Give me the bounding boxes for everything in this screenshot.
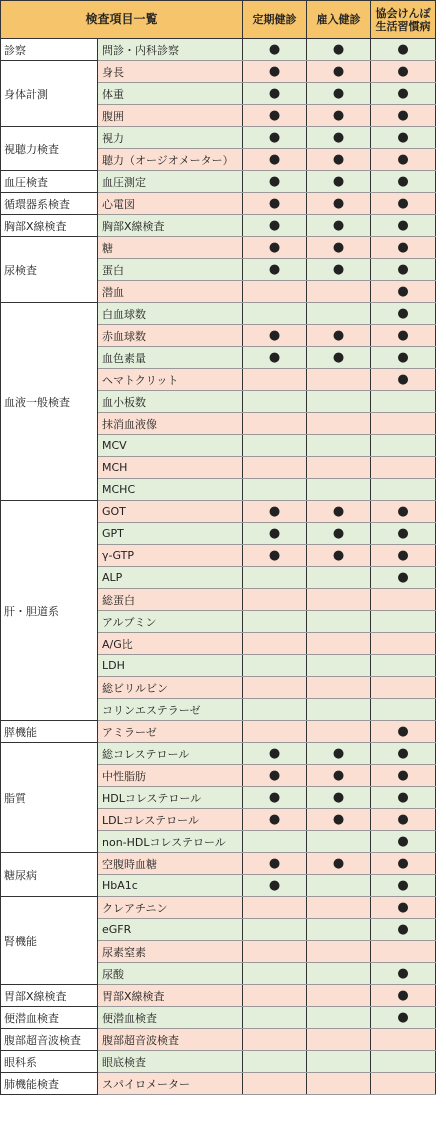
inclusion-mark-cell: ● <box>243 809 307 831</box>
exam-item-name: 血小板数 <box>98 391 243 413</box>
table-row <box>1 743 436 765</box>
exam-item-name: スパイロメーター <box>98 1073 243 1095</box>
inclusion-mark-cell: ● <box>307 215 371 237</box>
exam-item-name: 糖 <box>98 237 243 259</box>
category-cell: 循環器系検査 <box>1 193 98 215</box>
inclusion-mark-cell <box>371 413 436 435</box>
inclusion-mark-cell <box>307 567 371 589</box>
exam-item-name: 腹囲 <box>98 105 243 127</box>
inclusion-mark-cell: ● <box>307 127 371 149</box>
exam-item-name: 総ビリルビン <box>98 677 243 699</box>
category-cell: 尿検査 <box>1 237 98 303</box>
exam-item-name: MCHC <box>98 479 243 501</box>
category-cell: 肺機能検査 <box>1 1073 98 1095</box>
inclusion-mark-cell: ● <box>243 743 307 765</box>
inclusion-mark-cell: ● <box>371 171 436 193</box>
inclusion-mark-cell: ● <box>371 721 436 743</box>
exam-item-name: 胸部X線検査 <box>98 215 243 237</box>
inclusion-mark-cell <box>307 479 371 501</box>
category-cell: 血液一般検査 <box>1 303 98 501</box>
inclusion-mark-cell <box>371 391 436 413</box>
table-row <box>1 171 436 193</box>
inclusion-mark-cell <box>243 897 307 919</box>
inclusion-mark-cell: ● <box>243 523 307 545</box>
inclusion-mark-cell: ● <box>243 171 307 193</box>
inclusion-mark-cell <box>243 985 307 1007</box>
exam-item-name: LDLコレステロール <box>98 809 243 831</box>
inclusion-mark-cell: ● <box>371 303 436 325</box>
inclusion-mark-cell <box>243 413 307 435</box>
inclusion-mark-cell: ● <box>307 193 371 215</box>
inclusion-mark-cell: ● <box>243 39 307 61</box>
exam-item-name: 総蛋白 <box>98 589 243 611</box>
inclusion-mark-cell <box>307 413 371 435</box>
inclusion-mark-cell: ● <box>243 545 307 567</box>
inclusion-mark-cell: ● <box>371 369 436 391</box>
table-row <box>1 501 436 523</box>
inclusion-mark-cell <box>371 655 436 677</box>
inclusion-mark-cell <box>371 677 436 699</box>
inclusion-mark-cell: ● <box>371 61 436 83</box>
inclusion-mark-cell: ● <box>371 1007 436 1029</box>
inclusion-mark-cell <box>243 391 307 413</box>
exam-item-name: 白血球数 <box>98 303 243 325</box>
inclusion-mark-cell: ● <box>307 853 371 875</box>
inclusion-mark-cell: ● <box>307 743 371 765</box>
inclusion-mark-cell: ● <box>243 853 307 875</box>
exam-item-name: 蛋白 <box>98 259 243 281</box>
inclusion-mark-cell <box>243 435 307 457</box>
inclusion-mark-cell: ● <box>371 347 436 369</box>
inclusion-mark-cell <box>307 721 371 743</box>
inclusion-mark-cell: ● <box>307 39 371 61</box>
exam-item-name: クレアチニン <box>98 897 243 919</box>
inclusion-mark-cell <box>243 677 307 699</box>
inclusion-mark-cell: ● <box>371 831 436 853</box>
inclusion-mark-cell: ● <box>307 501 371 523</box>
inclusion-mark-cell: ● <box>371 545 436 567</box>
inclusion-mark-cell <box>243 699 307 721</box>
inclusion-mark-cell <box>371 479 436 501</box>
exam-item-name: GPT <box>98 523 243 545</box>
exam-item-name: A/G比 <box>98 633 243 655</box>
exam-item-name: 抹消血液像 <box>98 413 243 435</box>
inclusion-mark-cell <box>243 457 307 479</box>
inclusion-mark-cell <box>371 1051 436 1073</box>
inclusion-mark-cell: ● <box>371 963 436 985</box>
category-cell: 眼科系 <box>1 1051 98 1073</box>
inclusion-mark-cell <box>307 1051 371 1073</box>
category-cell: 糖尿病 <box>1 853 98 897</box>
inclusion-mark-cell: ● <box>243 83 307 105</box>
inclusion-mark-cell <box>371 699 436 721</box>
header-lifestyle-line2: 生活習慣病 <box>375 19 431 33</box>
inclusion-mark-cell: ● <box>371 853 436 875</box>
exam-item-name: eGFR <box>98 919 243 941</box>
exam-item-name: ヘマトクリット <box>98 369 243 391</box>
inclusion-mark-cell: ● <box>307 809 371 831</box>
exam-item-name: 心電図 <box>98 193 243 215</box>
inclusion-mark-cell <box>307 875 371 897</box>
exam-item-name: 体重 <box>98 83 243 105</box>
inclusion-mark-cell: ● <box>371 149 436 171</box>
inclusion-mark-cell: ● <box>371 281 436 303</box>
header-periodic-checkup: 定期健診 <box>243 1 307 39</box>
inclusion-mark-cell <box>243 655 307 677</box>
exam-item-name: HbA1c <box>98 875 243 897</box>
inclusion-mark-cell: ● <box>243 105 307 127</box>
exam-item-name: 尿酸 <box>98 963 243 985</box>
exam-item-name: 赤血球数 <box>98 325 243 347</box>
inclusion-mark-cell: ● <box>243 61 307 83</box>
inclusion-mark-cell <box>307 589 371 611</box>
inclusion-mark-cell: ● <box>371 919 436 941</box>
inclusion-mark-cell: ● <box>371 787 436 809</box>
inclusion-mark-cell <box>243 611 307 633</box>
inclusion-mark-cell <box>307 831 371 853</box>
inclusion-mark-cell: ● <box>371 259 436 281</box>
inclusion-mark-cell <box>243 369 307 391</box>
exam-item-name: 総コレステロール <box>98 743 243 765</box>
inclusion-mark-cell <box>371 1073 436 1095</box>
inclusion-mark-cell: ● <box>243 501 307 523</box>
exam-item-name: 聴力（オージオメーター） <box>98 149 243 171</box>
inclusion-mark-cell <box>243 1073 307 1095</box>
category-cell: 血圧検査 <box>1 171 98 193</box>
inclusion-mark-cell <box>307 303 371 325</box>
exam-item-name: ALP <box>98 567 243 589</box>
category-cell: 視聴力検査 <box>1 127 98 171</box>
inclusion-mark-cell <box>243 1029 307 1051</box>
exam-item-name: コリンエステラーゼ <box>98 699 243 721</box>
inclusion-mark-cell: ● <box>307 523 371 545</box>
inclusion-mark-cell <box>307 677 371 699</box>
inclusion-mark-cell <box>243 281 307 303</box>
inclusion-mark-cell: ● <box>371 743 436 765</box>
inclusion-mark-cell <box>243 589 307 611</box>
header-row <box>1 1 436 39</box>
inclusion-mark-cell <box>243 1051 307 1073</box>
inclusion-mark-cell <box>371 457 436 479</box>
header-lifestyle-line1: 協会けんぽ <box>375 6 431 20</box>
inclusion-mark-cell: ● <box>371 105 436 127</box>
table-row <box>1 1073 436 1095</box>
inclusion-mark-cell <box>307 897 371 919</box>
inclusion-mark-cell: ● <box>243 765 307 787</box>
inclusion-mark-cell: ● <box>243 215 307 237</box>
table-row <box>1 61 436 83</box>
inclusion-mark-cell <box>243 963 307 985</box>
inclusion-mark-cell: ● <box>371 325 436 347</box>
category-cell: 便潜血検査 <box>1 1007 98 1029</box>
exam-item-name: アルブミン <box>98 611 243 633</box>
inclusion-mark-cell: ● <box>307 237 371 259</box>
category-cell: 胸部X線検査 <box>1 215 98 237</box>
table-row <box>1 1051 436 1073</box>
inclusion-mark-cell <box>243 303 307 325</box>
inclusion-mark-cell: ● <box>371 83 436 105</box>
table-row <box>1 193 436 215</box>
inclusion-mark-cell <box>307 611 371 633</box>
exam-item-name: 尿素窒素 <box>98 941 243 963</box>
inclusion-mark-cell <box>371 633 436 655</box>
exam-item-name: γ-GTP <box>98 545 243 567</box>
inclusion-mark-cell: ● <box>243 259 307 281</box>
inclusion-mark-cell: ● <box>307 787 371 809</box>
inclusion-mark-cell: ● <box>371 39 436 61</box>
inclusion-mark-cell: ● <box>307 171 371 193</box>
inclusion-mark-cell: ● <box>307 83 371 105</box>
inclusion-mark-cell: ● <box>371 215 436 237</box>
exam-item-name: 潜血 <box>98 281 243 303</box>
inclusion-mark-cell <box>307 919 371 941</box>
exam-item-name: LDH <box>98 655 243 677</box>
header-lifestyle-disease-checkup <box>371 1 436 39</box>
category-cell: 腎機能 <box>1 897 98 985</box>
inclusion-mark-cell <box>243 567 307 589</box>
table-row <box>1 1029 436 1051</box>
inclusion-mark-cell: ● <box>371 809 436 831</box>
inclusion-mark-cell <box>371 941 436 963</box>
exam-item-name: 中性脂肪 <box>98 765 243 787</box>
inclusion-mark-cell: ● <box>307 61 371 83</box>
inclusion-mark-cell <box>307 699 371 721</box>
inclusion-mark-cell: ● <box>371 765 436 787</box>
exam-item-name: HDLコレステロール <box>98 787 243 809</box>
exam-item-name: 視力 <box>98 127 243 149</box>
inclusion-mark-cell <box>307 633 371 655</box>
inclusion-mark-cell: ● <box>243 787 307 809</box>
table-row <box>1 721 436 743</box>
table-row <box>1 985 436 1007</box>
inclusion-mark-cell <box>307 963 371 985</box>
inclusion-mark-cell: ● <box>371 523 436 545</box>
inclusion-mark-cell: ● <box>243 149 307 171</box>
inclusion-mark-cell: ● <box>243 325 307 347</box>
table-row <box>1 127 436 149</box>
inclusion-mark-cell <box>371 435 436 457</box>
inclusion-mark-cell: ● <box>307 259 371 281</box>
inclusion-mark-cell <box>307 1073 371 1095</box>
exam-item-name: 腹部超音波検査 <box>98 1029 243 1051</box>
inclusion-mark-cell <box>307 391 371 413</box>
table-row <box>1 237 436 259</box>
inclusion-mark-cell: ● <box>371 875 436 897</box>
inclusion-mark-cell <box>243 941 307 963</box>
inclusion-mark-cell <box>243 1007 307 1029</box>
table-row <box>1 215 436 237</box>
inclusion-mark-cell <box>243 831 307 853</box>
inclusion-mark-cell <box>371 611 436 633</box>
inclusion-mark-cell: ● <box>371 237 436 259</box>
exam-item-name: MCH <box>98 457 243 479</box>
inclusion-mark-cell <box>243 479 307 501</box>
inclusion-mark-cell <box>243 633 307 655</box>
inclusion-mark-cell <box>307 369 371 391</box>
category-cell: 膵機能 <box>1 721 98 743</box>
inclusion-mark-cell <box>243 721 307 743</box>
exam-item-name: non-HDLコレステロール <box>98 831 243 853</box>
inclusion-mark-cell <box>307 1029 371 1051</box>
inclusion-mark-cell <box>307 281 371 303</box>
exam-item-name: 問診・内科診察 <box>98 39 243 61</box>
inclusion-mark-cell: ● <box>307 765 371 787</box>
exam-item-name: アミラーゼ <box>98 721 243 743</box>
table-title: 検査項目一覧 <box>1 1 243 39</box>
table-row <box>1 897 436 919</box>
header-employment-checkup: 雇入健診 <box>307 1 371 39</box>
exam-item-name: 空腹時血糖 <box>98 853 243 875</box>
table-row <box>1 853 436 875</box>
exam-item-name: GOT <box>98 501 243 523</box>
category-cell: 腹部超音波検査 <box>1 1029 98 1051</box>
inclusion-mark-cell <box>307 985 371 1007</box>
inclusion-mark-cell: ● <box>371 985 436 1007</box>
inclusion-mark-cell: ● <box>307 545 371 567</box>
category-cell: 身体計測 <box>1 61 98 127</box>
inclusion-mark-cell <box>307 457 371 479</box>
table-row <box>1 1007 436 1029</box>
inclusion-mark-cell <box>371 1029 436 1051</box>
inclusion-mark-cell: ● <box>307 105 371 127</box>
inclusion-mark-cell: ● <box>307 325 371 347</box>
inclusion-mark-cell: ● <box>243 193 307 215</box>
table-row <box>1 303 436 325</box>
exam-item-name: 胃部X線検査 <box>98 985 243 1007</box>
inclusion-mark-cell: ● <box>307 347 371 369</box>
inclusion-mark-cell: ● <box>243 875 307 897</box>
inclusion-mark-cell: ● <box>371 567 436 589</box>
inclusion-mark-cell: ● <box>371 897 436 919</box>
table-row <box>1 39 436 61</box>
exam-item-name: 身長 <box>98 61 243 83</box>
inclusion-mark-cell <box>243 919 307 941</box>
inclusion-mark-cell: ● <box>243 347 307 369</box>
exam-item-name: MCV <box>98 435 243 457</box>
inclusion-mark-cell <box>307 1007 371 1029</box>
inclusion-mark-cell: ● <box>243 237 307 259</box>
category-cell: 肝・胆道系 <box>1 501 98 721</box>
category-cell: 診察 <box>1 39 98 61</box>
inclusion-mark-cell: ● <box>371 127 436 149</box>
inclusion-mark-cell <box>307 655 371 677</box>
category-cell: 胃部X線検査 <box>1 985 98 1007</box>
inclusion-mark-cell: ● <box>307 149 371 171</box>
category-cell: 脂質 <box>1 743 98 853</box>
exam-item-name: 血圧測定 <box>98 171 243 193</box>
table-body <box>1 39 436 1095</box>
exam-item-name: 便潜血検査 <box>98 1007 243 1029</box>
inclusion-mark-cell: ● <box>371 193 436 215</box>
inclusion-mark-cell <box>307 941 371 963</box>
inclusion-mark-cell <box>371 589 436 611</box>
exam-item-name: 眼底検査 <box>98 1051 243 1073</box>
inclusion-mark-cell: ● <box>371 501 436 523</box>
inclusion-mark-cell: ● <box>243 127 307 149</box>
exam-item-name: 血色素量 <box>98 347 243 369</box>
inclusion-mark-cell <box>307 435 371 457</box>
